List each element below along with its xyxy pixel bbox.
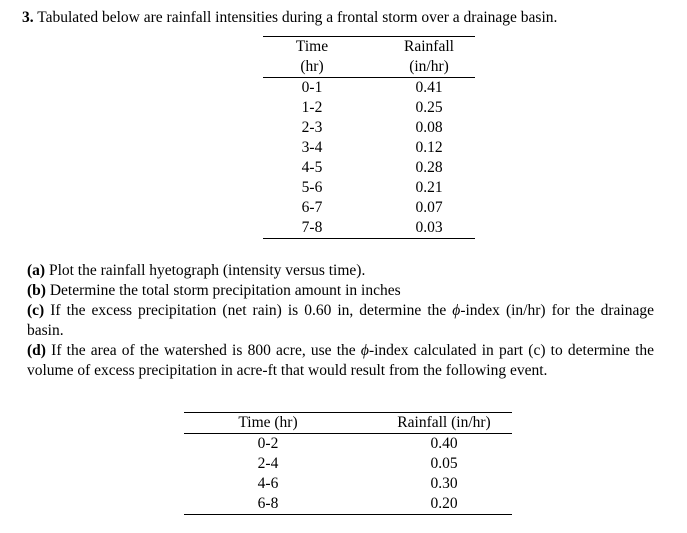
- time-cell: 6-8: [257, 495, 279, 512]
- time-cell: 0-1: [301, 79, 323, 96]
- table-row: [263, 138, 475, 158]
- rainfall-cell: 0.20: [430, 495, 458, 512]
- rainfall-cell: 0.28: [415, 159, 443, 176]
- table-row: [263, 98, 475, 118]
- table-1-body: [263, 78, 475, 239]
- table-row: [184, 454, 512, 474]
- table-2-header-rainfall: Rainfall (in/hr): [397, 414, 491, 431]
- table-2-header-time: Time (hr): [238, 414, 298, 431]
- time-cell: 2-3: [301, 119, 323, 136]
- rainfall-cell: 0.03: [415, 219, 443, 236]
- question-a-label: (a): [27, 262, 46, 279]
- table-1-header-time: Time: [295, 38, 329, 55]
- phi-symbol: ϕ: [452, 302, 461, 319]
- question-b-text: Determine the total storm precipitation amount in inches: [49, 282, 401, 299]
- rainfall-cell: 0.12: [415, 139, 443, 156]
- table-row: [184, 494, 512, 514]
- time-cell: 3-4: [301, 139, 323, 156]
- time-cell: 7-8: [301, 219, 323, 236]
- rainfall-cell: 0.41: [415, 79, 443, 96]
- problem-number: 3.: [22, 9, 34, 26]
- question-a-text: Plot the rainfall hyetograph (intensity versus time).: [48, 262, 366, 279]
- table-1-header: [263, 36, 475, 78]
- question-b-label: (b): [27, 282, 46, 299]
- time-cell: 1-2: [301, 99, 323, 116]
- table-row: [184, 474, 512, 494]
- table-2-header: [184, 412, 512, 434]
- rainfall-cell: 0.07: [415, 199, 443, 216]
- table-row: [184, 434, 512, 454]
- question-c: [27, 301, 654, 341]
- rainfall-table-2: [184, 412, 512, 515]
- question-b: [27, 281, 654, 301]
- table-1-header-rainfall: Rainfall: [404, 38, 454, 55]
- time-cell: 5-6: [301, 179, 323, 196]
- table-row: [263, 198, 475, 218]
- table-row: [263, 178, 475, 198]
- question-d: [27, 341, 654, 381]
- rainfall-cell: 0.08: [415, 119, 443, 136]
- rainfall-cell: 0.25: [415, 99, 443, 116]
- problem-intro: Tabulated below are rainfall intensities during a frontal storm over a drainage basin.: [37, 9, 558, 26]
- problem-statement: [22, 8, 672, 28]
- rainfall-cell: 0.40: [430, 435, 458, 452]
- table-2-body: [184, 434, 512, 515]
- time-cell: 0-2: [257, 435, 279, 452]
- table-row: [263, 218, 475, 238]
- table-1-header-time-unit: (hr): [300, 58, 324, 75]
- time-cell: 6-7: [301, 199, 323, 216]
- table-row: [263, 118, 475, 138]
- question-d-text-before: If the area of the watershed is 800 acre, use the: [51, 342, 356, 359]
- time-cell: 4-6: [257, 475, 279, 492]
- table-1-header-rainfall-unit: (in/hr): [409, 58, 449, 75]
- question-c-text-after: -index (in/hr) for the drainage basin.: [27, 302, 654, 339]
- question-d-text-after: -index calculated in part (c) to determine the volume of excess precipitation in acre-ft that would result from the following event.: [27, 342, 655, 379]
- rainfall-table-1: [263, 36, 475, 239]
- table-row: [263, 158, 475, 178]
- rainfall-cell: 0.30: [430, 475, 458, 492]
- question-c-label: (c): [27, 302, 45, 319]
- phi-symbol: ϕ: [360, 342, 369, 359]
- question-c-text-before: If the excess precipitation (net rain) is 0.60 in, determine the: [50, 302, 447, 319]
- question-a: [27, 261, 654, 281]
- table-row: [263, 78, 475, 98]
- question-list: [27, 261, 654, 381]
- time-cell: 4-5: [301, 159, 323, 176]
- rainfall-cell: 0.21: [415, 179, 443, 196]
- time-cell: 2-4: [257, 455, 279, 472]
- question-d-label: (d): [27, 342, 46, 359]
- rainfall-cell: 0.05: [430, 455, 458, 472]
